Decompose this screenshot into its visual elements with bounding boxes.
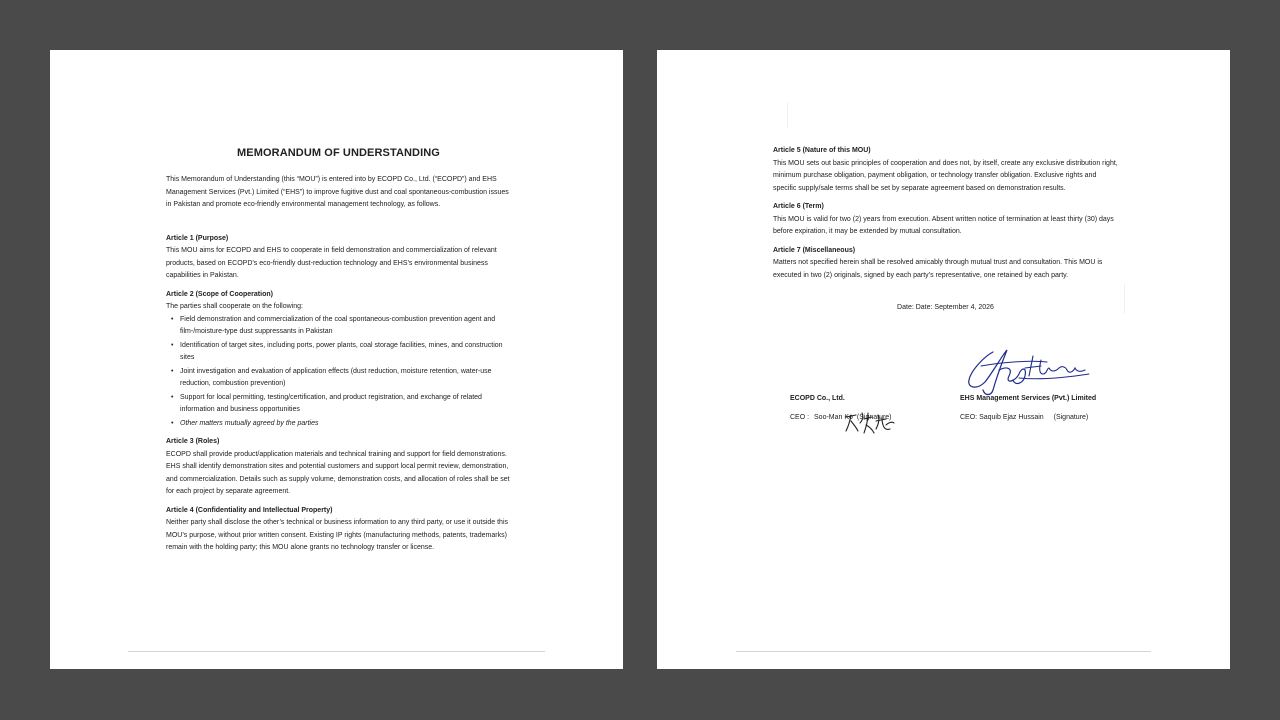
page-1-content xyxy=(166,146,511,555)
list-item: • Identification of target sites, including ports, power plants, coal storage facilities, mines, and construction sites xyxy=(180,340,511,365)
signature-block-ehs xyxy=(960,393,1140,424)
article-7-body: Matters not specified herein shall be resolved amicably through mutual trust and consultation. This MOU is executed in two (2) originals, signed by each party’s representative, one retained by each party. xyxy=(773,259,1103,279)
scan-artifact xyxy=(1124,284,1125,314)
signer-role: CEO : xyxy=(790,414,810,421)
party-name-ehs: EHS Management Services (Pvt.) Limited xyxy=(960,395,1097,402)
document-title: MEMORANDUM OF UNDERSTANDING xyxy=(237,147,440,159)
list-item: • Joint investigation and evaluation of application effects (dust reduction, moisture retention, water-use reduction, combustion prevention) xyxy=(180,366,511,391)
article-5-body: This MOU sets out basic principles of cooperation and does not, by itself, create any exclusive distribution right, minimum purchase obligation, payment obligation, or technology transfer obligation. Exclusive rights and specific supply/sale terms shall be set by separate agreement based on demonstration results. xyxy=(773,159,1118,192)
signature-right-icon xyxy=(963,346,1093,398)
article-6-body: This MOU is valid for two (2) years from execution. Absent written notice of termination at least thirty (30) days before expiration, it may be extended by mutual consultation. xyxy=(773,215,1114,235)
list-item: • Support for local permitting, testing/certification, and product registration, and exchange of related information and business opportunities xyxy=(180,392,511,417)
signature-label: (Signature) xyxy=(856,414,892,421)
scan-artifact xyxy=(787,102,788,128)
document-page-2 xyxy=(657,50,1230,669)
article-1-heading: Article 1 (Purpose) xyxy=(166,234,229,242)
signer-role: CEO: xyxy=(960,414,978,421)
list-item: • Field demonstration and commercialization of the coal spontaneous-combustion prevention agent and film-/moisture-type dust suppressants in Pakistan xyxy=(180,314,511,339)
signer-name: Soo-Man Ko xyxy=(814,414,853,421)
date-line: Date: Date: September 4, 2026 xyxy=(897,304,994,311)
article-6-heading: Article 6 (Term) xyxy=(773,203,824,210)
article-3-heading: Article 3 (Roles) xyxy=(166,438,220,445)
signature-left-icon xyxy=(842,407,902,437)
intro-paragraph: This Memorandum of Understanding (this “MOU”) is entered into by ECOPD Co., Ltd. (“ECOPD”) and EHS Management Services (Pvt.) Limited (“EHS”) to improve fugitive dust and coal spontaneous-combustion issues in Pakistan and promote eco-friendly environmental management technology, as follows. xyxy=(166,176,509,208)
signature-label: (Signature) xyxy=(1053,414,1089,421)
signer-line-ehs xyxy=(960,412,1140,424)
page-2-content xyxy=(773,145,1118,315)
article-1-body: This MOU aims for ECOPD and EHS to cooperate in field demonstration and commercialization of relevant products, based on ECOPD’s eco-friendly dust-reduction technology and EHS’s environmental business capabilities in Pakistan. xyxy=(166,247,497,279)
article-4-heading: Article 4 (Confidentiality and Intellectual Property) xyxy=(166,506,333,514)
article-5-heading: Article 5 (Nature of this MOU) xyxy=(773,147,871,154)
document-page-1 xyxy=(50,50,623,669)
party-name-ecopd: ECOPD Co., Ltd. xyxy=(790,395,845,402)
article-7-heading: Article 7 (Miscellaneous) xyxy=(773,246,856,254)
list-item: • Other matters mutually agreed by the parties xyxy=(180,418,511,431)
article-2-body: The parties shall cooperate on the following: xyxy=(166,303,303,310)
article-2-heading: Article 2 (Scope of Cooperation) xyxy=(166,290,273,298)
article-4-body: Neither party shall disclose the other’s technical or business information to any third party, or use it outside this MOU’s purpose, without prior written consent. Existing IP rights (manufacturing methods, patents, trademarks) remain with the holding party; this MOU alone grants no technology transfer or license. xyxy=(166,519,509,551)
page-footer-divider xyxy=(736,651,1151,652)
article-3-body: ECOPD shall provide product/application materials and technical training and support for field demonstrations. EHS shall identify demonstration sites and potential customers and support local permit review, demonstration, and commercialization. Details such as supply volume, demonstration costs, and allocation of roles shall be set for each project by separate agreement. xyxy=(166,450,510,495)
page-footer-divider xyxy=(128,651,545,652)
signer-name: Saquib Ejaz Hussain xyxy=(979,414,1044,421)
article-2-list xyxy=(166,314,511,431)
